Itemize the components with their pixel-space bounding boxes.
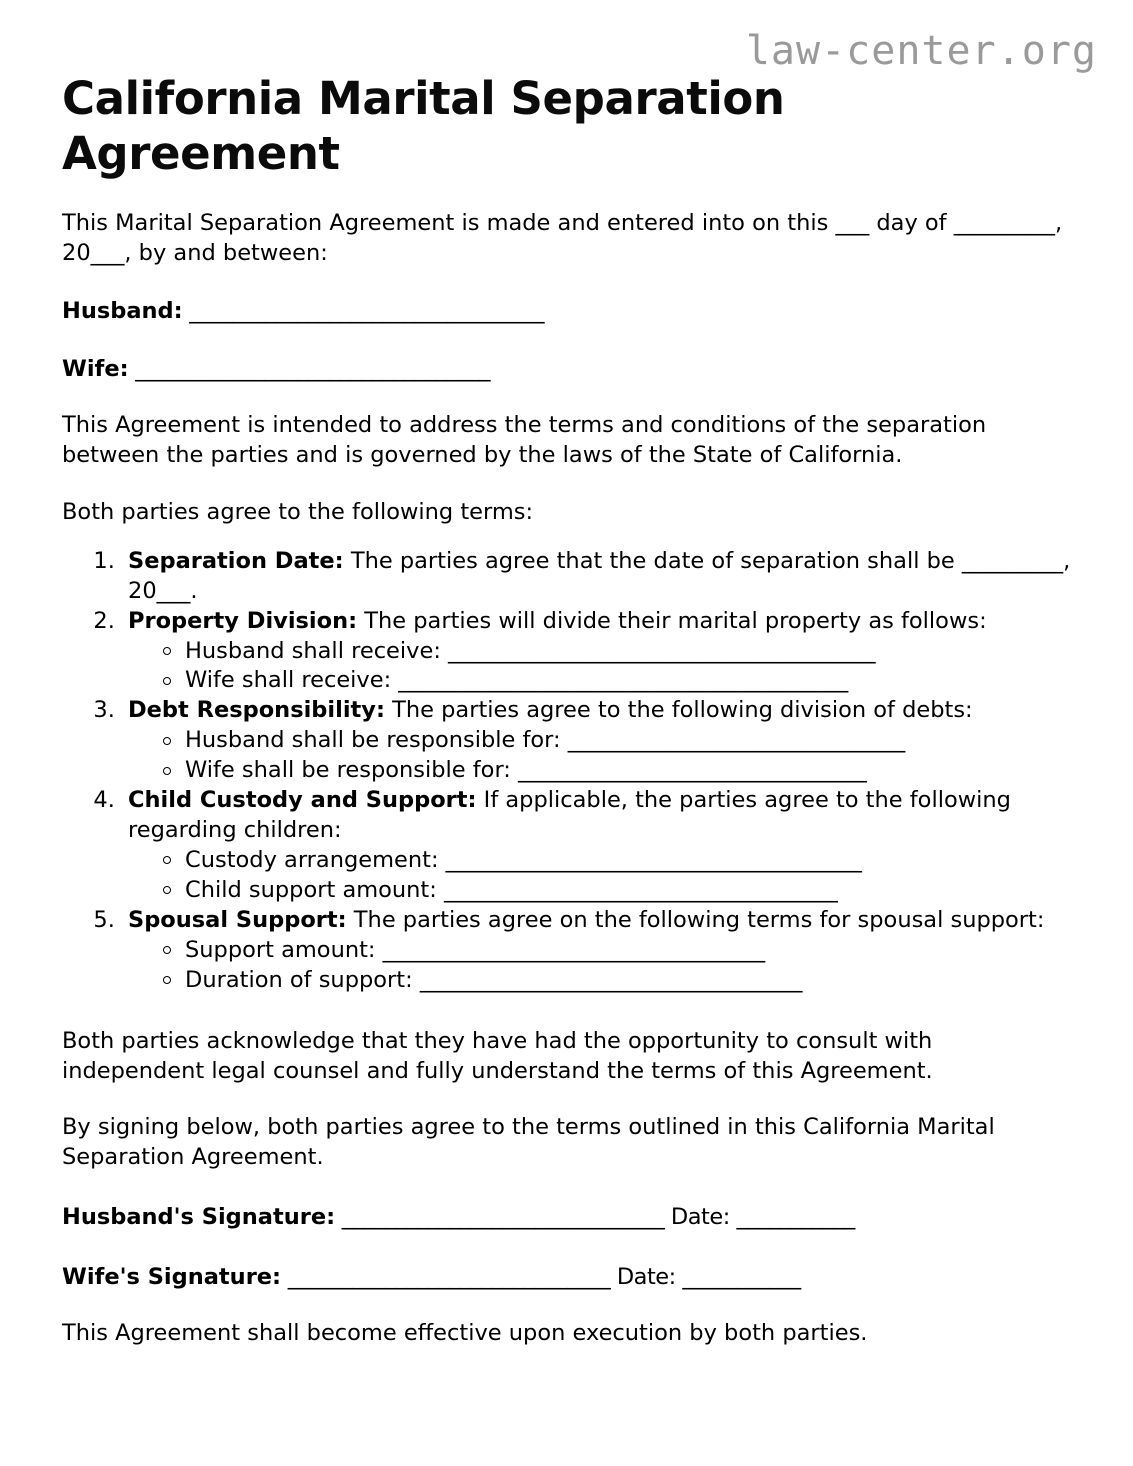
- sub-term-text: Duration of support: __________________________________: [185, 966, 803, 993]
- sub-term-text: Husband shall receive: ______________________________________: [185, 637, 876, 664]
- intro-paragraph: This Marital Separation Agreement is made and entered into on this ___ day of _________, 20___, by and between:: [62, 209, 1063, 266]
- hollow-circle-bullet-icon: [163, 856, 171, 864]
- term-text: [128, 548, 1070, 604]
- sub-term-text: Husband shall be responsible for: ______________________________: [185, 727, 906, 754]
- sub-term-text: Support amount: __________________________________: [185, 936, 766, 963]
- effective-paragraph: This Agreement shall become effective upon execution by both parties.: [62, 1320, 868, 1347]
- term-body: The parties agree that the date of separation shall be _________, 20___.: [128, 547, 1071, 604]
- term-text: [128, 608, 987, 634]
- husband-signature-date-blank: Date: ___________: [664, 1204, 855, 1231]
- signature-line-husband: [62, 1202, 1078, 1232]
- acknowledgement-paragraph: Both parties acknowledge that they have had the opportunity to consult with independent legal counsel and fully understand the terms of this Agreement.: [62, 1027, 933, 1084]
- wife-signature-date-blank: Date: ___________: [610, 1264, 801, 1291]
- term-heading: Spousal Support:: [128, 906, 347, 933]
- hollow-circle-bullet-icon: [163, 647, 171, 655]
- husband-signature-label: Husband's Signature:: [62, 1204, 336, 1231]
- term-heading: Debt Responsibility:: [128, 697, 385, 724]
- signature-line-wife: [62, 1262, 1078, 1292]
- sub-term-text: Wife shall be responsible for: _______________________________: [185, 757, 867, 784]
- husband-label: Husband:: [62, 298, 183, 325]
- sub-term-item: [161, 666, 1078, 696]
- term-item-separation-date: [122, 547, 1078, 607]
- hollow-circle-bullet-icon: [163, 737, 171, 745]
- term-item-spousal-support: [122, 906, 1078, 996]
- husband-name-blank: _________________________________: [182, 298, 545, 325]
- terms-list: [62, 547, 1078, 996]
- husband-signature-blank: ______________________________: [335, 1204, 665, 1231]
- sub-term-text: Custody arrangement: _____________________________________: [185, 846, 862, 873]
- terms-lead-in: Both parties agree to the following terms:: [62, 498, 534, 525]
- sub-terms-list: [128, 637, 1078, 697]
- governing-law-paragraph: This Agreement is intended to address the terms and conditions of the separation between the parties and is governed by the laws of the State of California.: [62, 412, 987, 469]
- sub-terms-list: [128, 936, 1078, 996]
- sub-term-item: [161, 966, 1078, 996]
- term-body: If applicable, the parties agree to the following regarding children:: [128, 787, 1011, 844]
- hollow-circle-bullet-icon: [163, 677, 171, 685]
- page-title: California Marital Separation Agreement: [62, 72, 785, 180]
- sub-term-item: [161, 876, 1078, 906]
- sub-term-item: [161, 846, 1078, 876]
- hollow-circle-bullet-icon: [163, 946, 171, 954]
- term-item-property-division: [122, 607, 1078, 697]
- hollow-circle-bullet-icon: [163, 976, 171, 984]
- sub-term-item: [161, 637, 1078, 667]
- sub-term-text: Wife shall receive: ________________________________________: [185, 667, 849, 694]
- sub-term-text: Child support amount: ___________________________________: [185, 876, 838, 903]
- hollow-circle-bullet-icon: [163, 886, 171, 894]
- term-body: The parties agree to the following division of debts:: [384, 697, 973, 724]
- term-heading: Child Custody and Support:: [128, 787, 477, 814]
- hollow-circle-bullet-icon: [163, 767, 171, 775]
- wife-name-blank: _________________________________: [128, 356, 490, 383]
- wife-label: Wife:: [62, 356, 129, 383]
- sub-terms-list: [128, 846, 1078, 906]
- party-line-wife: [62, 354, 1078, 384]
- term-body: The parties agree on the following terms for spousal support:: [346, 906, 1045, 933]
- party-line-husband: [62, 296, 1078, 326]
- sub-terms-list: [128, 726, 1078, 786]
- term-heading: Property Division:: [128, 607, 358, 634]
- term-text: [128, 697, 973, 723]
- term-text: [128, 787, 1011, 843]
- signing-paragraph: By signing below, both parties agree to the terms outlined in this California Marital Separation Agreement.: [62, 1113, 995, 1171]
- site-watermark: law-center.org: [745, 28, 1097, 74]
- term-heading: Separation Date:: [128, 547, 344, 574]
- wife-signature-blank: ______________________________: [281, 1264, 611, 1291]
- sub-term-item: [161, 726, 1078, 756]
- wife-signature-label: Wife's Signature:: [62, 1264, 282, 1291]
- sub-term-item: [161, 756, 1078, 786]
- term-item-child-custody-and-support: [122, 786, 1078, 906]
- term-item-debt-responsibility: [122, 696, 1078, 786]
- term-body: The parties will divide their marital property as follows:: [357, 607, 987, 634]
- sub-term-item: [161, 936, 1078, 966]
- term-text: [128, 907, 1044, 933]
